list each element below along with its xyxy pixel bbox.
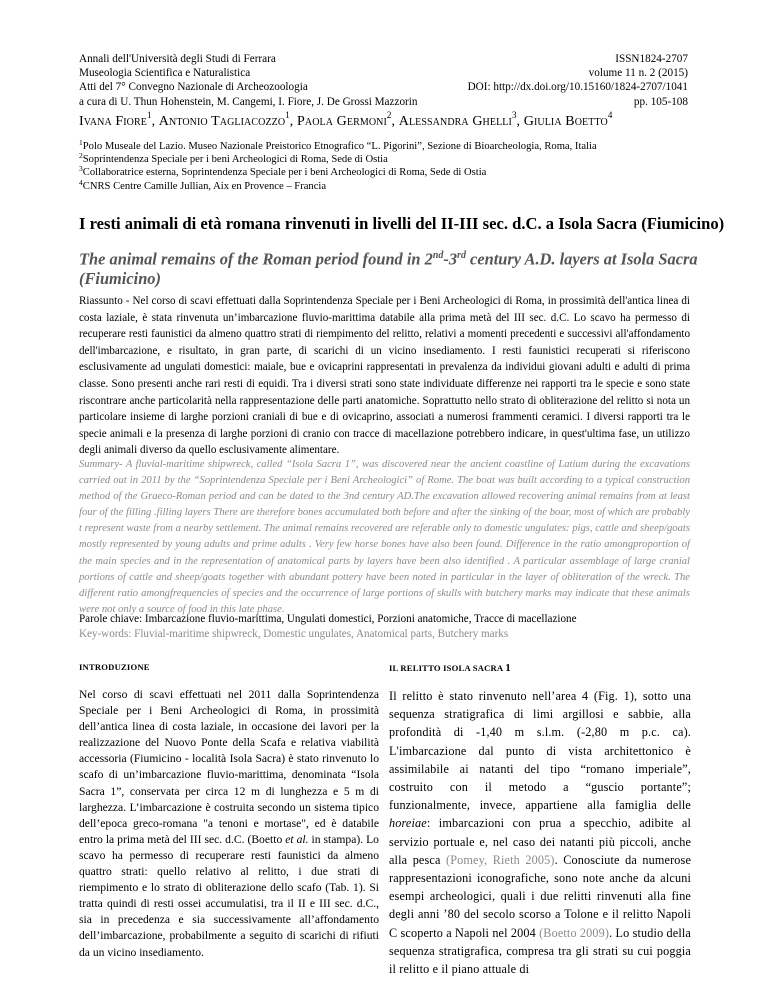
- affiliation-number: 4: [79, 177, 83, 187]
- ordinal-suffix: nd: [432, 250, 444, 261]
- author-name: Giulia Boetto: [523, 114, 608, 129]
- section-heading-introduzione: INTRODUZIONE: [79, 662, 150, 672]
- affiliation: [79, 177, 597, 193]
- body-text: : imbarcazioni con prua a specchio, adibite al servizio portuale e, nel caso dei natanti più piccoli, anche alla pesca: [389, 816, 691, 867]
- keywords-block: [79, 612, 690, 642]
- author-affil-ref: 1: [146, 110, 152, 120]
- author-name: Paola Germoni: [297, 114, 387, 129]
- affiliation-list: [79, 140, 597, 193]
- title-en-text: century A.D. layers at Isola Sacra (Fiumicino): [79, 249, 698, 288]
- journal-name: Annali dell'Università degli Studi di Ferrara: [79, 53, 276, 65]
- title-english: [79, 246, 719, 288]
- title-italian: I resti animali di età romana rinvenuti in livelli del II-III sec. d.C. a Isola Sacra (Fiumicino): [79, 214, 725, 233]
- abstract-label: Riassunto -: [79, 295, 130, 307]
- author-affil-ref: 3: [511, 110, 517, 120]
- author-name: Alessandra Ghelli: [398, 114, 512, 129]
- journal-header-right: [468, 52, 688, 109]
- author-name: Ivana Fiore: [79, 114, 147, 129]
- citation: (Boetto 2009): [539, 925, 610, 940]
- body-text: Il relitto è stato rinvenuto nell’area 4 (Fig. 1), sotto una sequenza stratigrafica di limi argillosi e sabbie, alla profondità di -1,40 m s.l.m. (-2,80 m p.c. ca). L'imbarcazione dal punto di vista architettonico è assimilabile ai natanti del tipo “romano imperiale”, costruito con il metodo a “guscio portante”; funzionalmente, invece, appartiene alla famiglia delle: [389, 689, 691, 813]
- author-affil-ref: 1: [285, 110, 290, 120]
- author-affil-ref: 4: [607, 110, 613, 120]
- citation: (Pomey, Rieth 2005): [446, 852, 555, 867]
- summary-text: A fluvial-maritime shipwreck, called “Isola Sacra 1”, was discovered near the ancient coastline of Latium during the excavations carried out in 2011 by the “Soprintendenza Speciale per i Beni Archeologici” of Rome. The boat was built according to a typical construction method of the Graeco-Roman period and can be dated to the 3nd century AD.The excavation allowed recovering animal remains from at least four of the filling .filling layers There are therefore bones accumulated both before and after the sinking of the boar, most of which are probably t represent waste from a nearby settlement. The animal remains recovered are referable only to domestic ungulates: pigs, cattle and sheep/goats mostly represented by young adults and prime adults . Very few horse bones have also been found. Difference in the ratio amongproportion of the main species and in the representation of anatomical parts by layers have been also identified . A particular assemblage of large cranial portions of cattle and sheep/goats together with abundant pottery have been noted in particular in the layer of obliteration of the wreck. The different ratio amongfrequencies of species and the occurrence of large portions of skulls with butchery marks may indicate that these animals were not only a source of food in this late phase.: [79, 459, 690, 615]
- abstract-italian: [79, 293, 690, 459]
- body-text: Nel corso di scavi effettuati nel 2011 dalla Soprintendenza Speciale per i Beni Archeologici di Roma, in prossimità dell’antica linea di costa laziale, in occasione dei lavori per la realizzazione del Nuovo Ponte della Scafa e relativa viabilità accessoria (Fiumicino - località Isola Sacra) è stato rinvenuto lo scafo di un’imbarcazione fluvio-marittima, denominata “Isola Sacra 1”, conservata per circa 12 m di lunghezza e 5 m di larghezza. L’imbarcazione è costruita secondo un sistema tipico dell’epoca greco-romana "a tenoni e mortase", ed è databile entro la prima metà del III sec. d.C. (Boetto: [79, 688, 379, 846]
- issn: ISSN1824-2707: [615, 53, 688, 65]
- affiliation-text: Polo Museale del Lazio. Museo Nazionale Preistorico Etnografico “L. Pigorini”, Sezione di Bioarcheologia, Roma, Italia: [82, 141, 597, 152]
- affiliation-number: 3: [79, 164, 83, 174]
- affiliation: [79, 153, 597, 166]
- introduction-paragraph: [79, 687, 379, 961]
- affiliation: [79, 140, 597, 153]
- affiliation-number: 1: [79, 138, 83, 147]
- doi: DOI: http://dx.doi.org/10.15160/1824-2707/1041: [467, 81, 688, 94]
- section-heading-number: 1: [505, 662, 511, 674]
- keywords-italian: Parole chiave: Imbarcazione fluvio-marittima, Ungulati domestici, Porzioni anatomiche, Tracce di macellazione: [79, 613, 577, 625]
- affiliation-text: CNRS Centre Camille Jullian, Aix en Provence – Francia: [82, 180, 327, 192]
- abstract-english: [79, 457, 690, 618]
- journal-header-left: [79, 52, 417, 109]
- editors: a cura di U. Thun Hohenstein, M. Cangemi, I. Fiore, J. De Grossi Mazzorin: [79, 95, 418, 108]
- body-text-italic: et al.: [285, 832, 309, 846]
- section-heading-text: IL RELITTO ISOLA SACRA: [389, 663, 503, 673]
- title-en-text: The animal remains of the Roman period found in 2: [79, 249, 433, 269]
- affiliation: [79, 166, 597, 179]
- affiliation-number: 2: [79, 151, 83, 161]
- proceedings: Atti del 7° Convegno Nazionale di Archeozoologia: [79, 81, 308, 94]
- section-heading-relitto: [389, 662, 511, 674]
- volume: volume 11 n. 2 (2015): [588, 67, 688, 80]
- author-affil-ref: 2: [386, 110, 392, 120]
- summary-label: Summary-: [79, 459, 123, 470]
- title-en-text: -3: [443, 249, 458, 269]
- keywords-english: Key-words: Fluvial-maritime shipwreck, Domestic ungulates, Anatomical parts, Butchery marks: [79, 628, 509, 640]
- author-name: Antonio Tagliacozzo: [158, 114, 286, 129]
- author-list: Ivana Fiore$^1$, Antonio Tagliacozzo$^1$, Paola Germoni$^2$, Alessandra Ghelli$^3$, Giulia Boetto$^4$: [79, 110, 613, 129]
- body-text-italic: horeiae: [389, 816, 427, 831]
- journal-series: Museologia Scientifica e Naturalistica: [79, 67, 251, 80]
- ordinal-suffix: rd: [457, 250, 466, 261]
- relitto-paragraph: [389, 687, 691, 978]
- abstract-text: Nel corso di scavi effettuati dalla Soprintendenza Speciale per i Beni Archeologici di Roma, in prossimità dell'antica linea di costa laziale, è stata rinvenuta un’imbarcazione fluvio-marittima databile alla prima metà del III sec. d.C. Lo scavo ha permesso di recuperare resti faunistici da almeno quattro strati di riempimento del relitto, relativi a momenti precedenti e successivi all'affondamento dell'imbarcazione, e risultato, in gran parte, di scarichi di un vicino insediamento. I resti faunistici recuperati si riferiscono esclusivamente ad ungulati domestici: maiale, bue e ovicaprini rappresentati in prevalenza da individui giovani adulti e adulti di prima classe. Sono presenti anche rari resti di equidi. Tra i diversi strati sono state individuate differenze nei rapporti tra le specie e sono state riscontrare anche particolarità nella rappresentazione delle parti anatomiche. Soprattutto nello strato di obliterazione del relitto si nota un particolare insieme di larghe porzioni craniali di bue e di ovicaprino, associati a numerosi frammenti ceramici. I diversi rapporti tra le specie animali e la presenza di larghe porzioni di cranio con tracce di macellazione potrebbero indicare, in quest'ultima fase, un utilizzo degli animali diverso da quello esclusivamente alimentare.: [79, 295, 690, 457]
- affiliation-text: Collaboratrice esterna, Soprintendenza Speciale per i beni Archeologici di Roma, Sede di Ostia: [82, 167, 487, 179]
- affiliation-text: Soprintendenza Speciale per i beni Archeologici di Roma, Sede di Ostia: [82, 154, 388, 166]
- body-text: in stampa). Lo scavo ha permesso di recuperare resti faunistici da almeno quattro strati: quello relativo al relitto, i due strati di riempimento e lo strato di obliterazione dello scafo (Tab. 1). Si tratta quindi di resti ossei accumulatisi, tra il II e III sec. d.C., sia in precedenza e sia successivamente all’affondamento dell’imbarcazione, probabilmente a seguito di scarichi di rifiuti da un vicino insediamento.: [79, 832, 379, 959]
- body-text: . Lo studio della sequenza stratigrafica, compresa tra gli strati su cui poggia il relitto e il piano attuale di: [389, 925, 691, 977]
- pages: pp. 105-108: [633, 95, 688, 108]
- body-text: . Conosciute da numerose rappresentazioni iconografiche, sono note anche da alcuni esempi archeologici, quali i due relitti rinvenuti alla fine degli anni ’80 del secolo scorso a Tolone e il relitto Napoli C scoperto a Napoli nel 2004: [389, 852, 691, 940]
